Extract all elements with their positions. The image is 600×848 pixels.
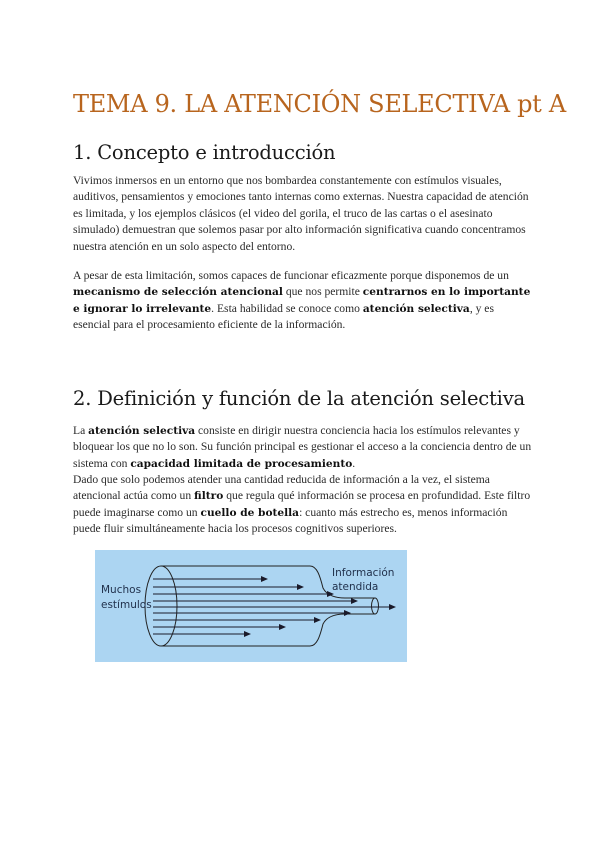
bold-term: atención selectiva	[362, 302, 470, 315]
document-title: TEMA 9. LA ATENCIÓN SELECTIVA pt A	[73, 90, 566, 118]
bold-term: filtro	[194, 490, 224, 503]
bottleneck-diagram	[95, 550, 407, 662]
label-muchos: Muchos	[101, 584, 142, 596]
bold-term: mecanismo de selección atencional	[73, 286, 283, 299]
section-1-paragraph-2: A pesar de esta limitación, somos capaces de funcionar eficazmente porque disponemos de un mecanismo de selección atencional que nos permite centrarnos en lo importante e ignorar lo irrelevante. Esta habilidad se conoce como atención selectiva, y es esencial para el procesamiento eficiente de la información.	[73, 269, 531, 332]
label-atendida: atendida	[332, 581, 379, 593]
section-1-paragraph-1: Vivimos inmersos en un entorno que nos bombardea constantemente con estímulos visuales, auditivos, pensamientos y emociones tanto internas como externas. Nuestra capacidad de atención es limitada, y los ejemplos clásicos (el video del gorila, el truco de las cartas o el asesinato simulado) demuestran que solemos pasar por alto información significativa cuando concentramos nuestra atención en un solo aspecto del entorno.	[73, 174, 529, 253]
bold-term: cuello de botella	[200, 506, 300, 519]
section-2-paragraph-1: La atención selectiva consiste en dirigir nuestra conciencia hacia los estímulos relevantes y bloquear los que no lo son. Su función principal es gestionar el acceso a la conciencia dentro de un sistema con capacidad limitada de procesamiento.	[73, 424, 532, 470]
section-2-heading: 2. Definición y función de la atención selectiva	[73, 387, 525, 410]
section-2-paragraph-2: Dado que solo podemos atender una cantidad reducida de información a la vez, el sistema atencional actúa como un filtro que regula qué información se procesa en profundidad. Este filtro puede imaginarse como un cuello de botella: cuanto más estrecho es, menos información puede fluir simultáneamente hacia los procesos cognitivos superiores.	[73, 473, 531, 536]
bold-term: centrarnos en lo importante e ignorar lo irrelevante	[73, 286, 531, 315]
bold-term: capacidad limitada de procesamiento	[130, 457, 353, 470]
section-1-heading: 1. Concepto e introducción	[73, 141, 336, 164]
bottleneck-figure	[95, 550, 407, 662]
bold-term: atención selectiva	[88, 425, 196, 437]
label-estimulos: estímulos	[101, 599, 152, 611]
label-informacion: Información	[332, 567, 395, 579]
